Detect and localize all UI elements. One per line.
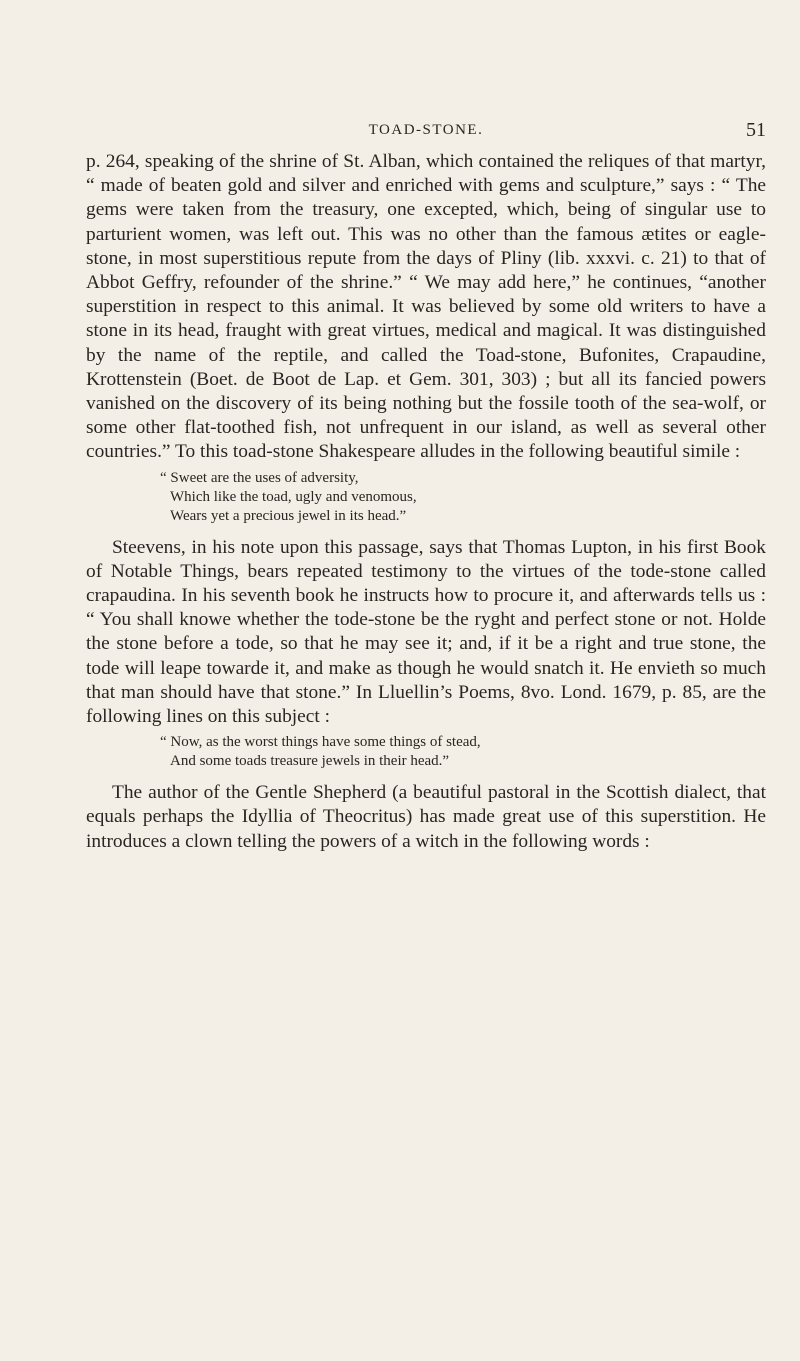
quote-lluellin — [86, 733, 766, 771]
quote-line: And some toads treasure jewels in their head.” — [170, 753, 450, 770]
paragraph-shrine-of-st-alban: p. 264, speaking of the shrine of St. Alban, which contained the reliques of that martyr, “ made of beaten gold and silver and enriched with gems and sculpture,” says : “ The gems were taken from the treasury, one excepted, which, being of singular use to parturient women, was left out. This was no other than the famous ætites or eagle-stone, in most superstitious repute from the days of Pliny (lib. xxxvi. c. 21) to that of Abbot Geffry, refounder of the shrine.” “ We may add here,” he continues, “another superstition in respect to this animal. It was believed by some old writers to have a stone in its head, fraught with great virtues, medical and magical. It was distinguished by the name of the reptile, and called the Toad-stone, Bufonites, Crapaudine, Krottenstein (Boet. de Boot de Lap. et Gem. 301, 303) ; but all its fancied powers vanished on the discovery of its being nothing but the fossile tooth of the sea-wolf, or some other flat-toothed fish, not unfrequent in our island, as well as several other countries.” To this toad-stone Shakespeare alludes in the following beautiful simile : — [86, 151, 766, 463]
running-title: TOAD-STONE. — [368, 122, 484, 138]
paragraph-steevens-note: Steevens, in his note upon this passage, says that Thomas Lupton, in his first Book of Notable Things, bears repeated testimony to the virtues of the tode-stone called crapaudina. In his seventh book he instructs how to procure it, and afterwards tells us : “ You shall knowe whether the tode-stone be the ryght and perfect stone or not. Holde the stone before a tode, so that he may see it; and, if it be a right and true stone, the tode will leape towarde it, and make as though he would snatch it. He envieth so much that man should have that stone.” In Lluellin’s Poems, 8vo. Lond. 1679, p. 85, are the following lines on this subject : — [86, 536, 766, 728]
quote-line: “ Now, as the worst things have some things of stead, — [160, 734, 481, 751]
running-head — [86, 118, 766, 142]
quote-shakespeare — [86, 469, 766, 526]
page-number: 51 — [746, 119, 766, 141]
quote-line: “ Sweet are the uses of adversity, — [160, 469, 359, 486]
page-body — [86, 150, 766, 854]
quote-line: Wears yet a precious jewel in its head.” — [170, 507, 407, 524]
paragraph-gentle-shepherd: The author of the Gentle Shepherd (a beautiful pastoral in the Scottish dialect, that equals perhaps the Idyllia of Theocritus) has made great use of this superstition. He introduces a clown telling the powers of a witch in the following words : — [86, 782, 766, 852]
quote-line: Which like the toad, ugly and venomous, — [170, 488, 417, 505]
